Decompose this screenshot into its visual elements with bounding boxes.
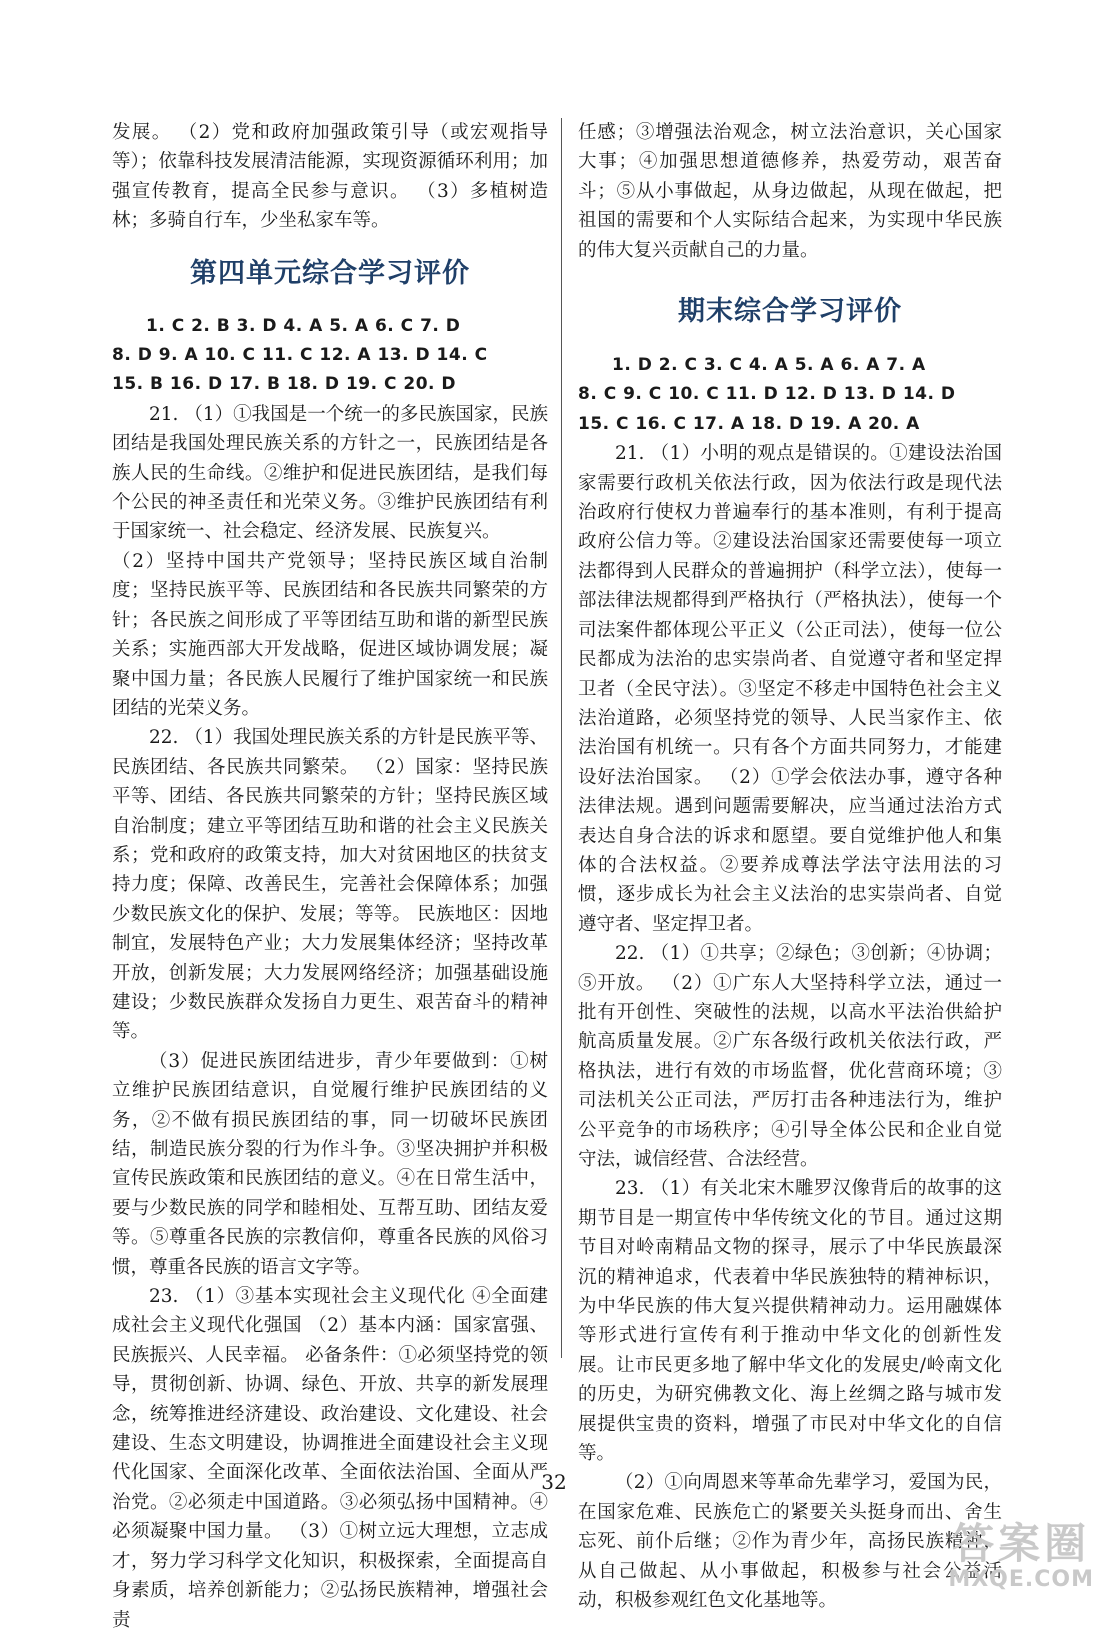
- left-intro-text: 发展。 （2）党和政府加强政策引导（或宏观指导等）；依靠科技发展清洁能源，实现资源循环利用；加强宣传教育，提高全民参与意识。 （3）多植树造林；多骑自行车，少坐私家车等。: [112, 122, 548, 232]
- answer-paragraph: 22. （1）我国处理民族关系的方针是民族平等、民族团结、各民族共同繁荣。 （2）国家：坚持民族平等、团结、各民族共同繁荣的方针；坚持民族区域自治制度；建立平等团结互助和谐的社会主义民族关系；党和政府的政策支持，加大对贫困地区的扶贫支持力度；保障、改善民生，完善社会保障体系；加强少数民族文化的保护、发展；等等。 民族地区：因地制宜，发展特色产业；大力发展集体经济；坚持改革开放，创新发展；大力发展网络经济；加强基础设施建设；少数民族群众发扬自力更生、艰苦奋斗的精神等。: [112, 727, 548, 1043]
- answer-paragraph: （2）坚持中国共产党领导；坚持民族区域自治制度；坚持民族平等、民族团结和各民族共同繁荣的方针；各民族之间形成了平等团结互助和谐的新型民族关系；实施西部大开发战略，促进区域协调发展；凝聚中国力量；各民族人民履行了维护国家统一和民族团结的光荣义务。: [112, 550, 548, 719]
- watermark-url: MXQE.COM: [948, 1567, 1094, 1592]
- page-number: 32: [541, 1470, 567, 1494]
- unit4-section-title: 第四单元综合学习评价: [190, 257, 470, 289]
- left-column: [112, 118, 548, 1635]
- unit4-choice-answers: [112, 312, 548, 400]
- choice-answer-line: 15. C 16. C 17. A 18. D 19. A 20. A: [578, 413, 920, 434]
- column-divider: [561, 118, 562, 1358]
- answer-paragraph: 21. （1）小明的观点是错误的。①建设法治国家需要行政机关依法行政，因为依法行政是现代法治政府行使权力普遍奉行的基本准则，有利于提高政府公信力等。②建设法治国家还需要使每一项立法都得到人民群众的普遍拥护（科学立法），使每一部法律法规都得到严格执行（严格执法），使每一个司法案件都体现公平正义（公正司法），使每一位公民都成为法治的忠实崇尚者、自觉遵守者和坚定捍卫者（全民守法）。③坚定不移走中国特色社会主义法治道路，必须坚持党的领导、人民当家作主、依法治国有机统一。只有各个方面共同努力，才能建设好法治国家。 （2）①学会依法办事，遵守各种法律法规。遇到问题需要解决，应当通过法治方式表达自身合法的诉求和愿望。要自觉维护他人和集体的合法权益。②要养成尊法学法守法用法的习惯，逐步成长为社会主义法治的忠实崇尚者、自觉遵守者、坚定捍卫者。: [578, 443, 1002, 935]
- answer-paragraph: 23. （1）③基本实现社会主义现代化 ④全面建成社会主义现代化强国 （2）基本内涵：国家富强、民族振兴、人民幸福。 必备条件：①必须坚持党的领导，贯彻创新、协调、绿色、开放、共享的新发展理念，统筹推进经济建设、政治建设、文化建设、社会建设、生态文明建设，协调推进全面建设社会主义现代化国家、全面深化改革、全面依法治国、全面从严治党。②必须走中国道路。③必须弘扬中国精神。④必须凝聚中国力量。 （3）①树立远大理想，立志成才，努力学习科学文化知识，积极探索，全面提高自身素质，培养创新能力；②弘扬民族精神，增强社会责: [112, 1286, 548, 1631]
- answer-paragraph: 21. （1）①我国是一个统一的多民族国家，民族团结是我国处理民族关系的方针之一，民族团结是各族人民的生命线。②维护和促进民族团结，是我们每个公民的神圣责任和光荣义务。③维护民族团结有利于国家统一、社会稳定、经济发展、民族复兴。: [112, 403, 548, 543]
- right-intro-text: 任感；③增强法治观念，树立法治意识，关心国家大事；④加强思想道德修养，热爱劳动，艰苦奋斗；⑤从小事做起，从身边做起，从现在做起，把祖国的需要和个人实际结合起来，为实现中华民族的伟大复兴贡献自己的力量。: [578, 122, 1002, 261]
- answer-paragraph: （3）促进民族团结进步，青少年要做到：①树立维护民族团结意识，自觉履行维护民族团结的义务，②不做有损民族团结的事，同一切破坏民族团结，制造民族分裂的行为作斗争。③坚决拥护并积极宣传民族政策和民族团结的意义。④在日常生活中，要与少数民族的同学和睦相处、互帮互助、团结友爱等。⑤尊重各民族的宗教信仰，尊重各民族的风俗习惯，尊重各民族的语言文字等。: [112, 1050, 548, 1278]
- choice-answer-line: 8. C 9. C 10. C 11. D 12. D 13. D 14. D: [578, 384, 956, 405]
- answer-paragraph: （2）①向周恩来等革命先辈学习，爱国为民，在国家危难、民族危亡的紧要关头挺身而出、舍生忘死、前仆后继；②作为青少年，高扬民族精神，从自己做起、从小事做起，积极参与社会公益活动，积极参观红色文化基地等。: [578, 1472, 1002, 1612]
- right-column: [578, 118, 1002, 1616]
- watermark-logo: 答案圈: [952, 1519, 1091, 1568]
- watermark: [948, 1521, 1094, 1592]
- choice-answer-line: 8. D 9. A 10. C 11. C 12. A 13. D 14. C: [112, 345, 488, 366]
- choice-answer-line: 15. B 16. D 17. B 18. D 19. C 20. D: [112, 374, 457, 395]
- final-choice-answers: [578, 351, 1002, 439]
- answer-paragraph: 22. （1）①共享；②绿色；③创新；④协调；⑤开放。 （2）①广东人大坚持科学立法，通过一批有开创性、突破性的法规，以高水平法治供給护航高质量发展。②广东各级行政机关依法行政，严格执法，进行有效的市场监督，优化营商环境；③司法机关公正司法，严厉打击各种违法行为，维护公平竞争的市场秩序；④引导全体公民和企业自觉守法，诚信经营、合法经营。: [578, 943, 1002, 1170]
- choice-answer-line: 1. C 2. B 3. D 4. A 5. A 6. C 7. D: [146, 315, 461, 336]
- final-section-title: 期末综合学习评价: [678, 296, 902, 328]
- choice-answer-line: 1. D 2. C 3. C 4. A 5. A 6. A 7. A: [612, 355, 926, 376]
- answer-paragraph: 23. （1）有关北宋木雕罗汉像背后的故事的这期节目是一期宣传中华传统文化的节目。通过这期节目对岭南精品文物的探寻，展示了中华民族最深沉的精神追求，代表着中华民族独特的精神标识，为中华民族的伟大复兴提供精神动力。运用融媒体等形式进行宣传有利于推动中华文化的创新性发展。让市民更多地了解中华文化的发展史/岭南文化的历史，为研究佛教文化、海上丝绸之路与城市发展提供宝贵的资料，增强了市民对中华文化的自信等。: [578, 1178, 1002, 1465]
